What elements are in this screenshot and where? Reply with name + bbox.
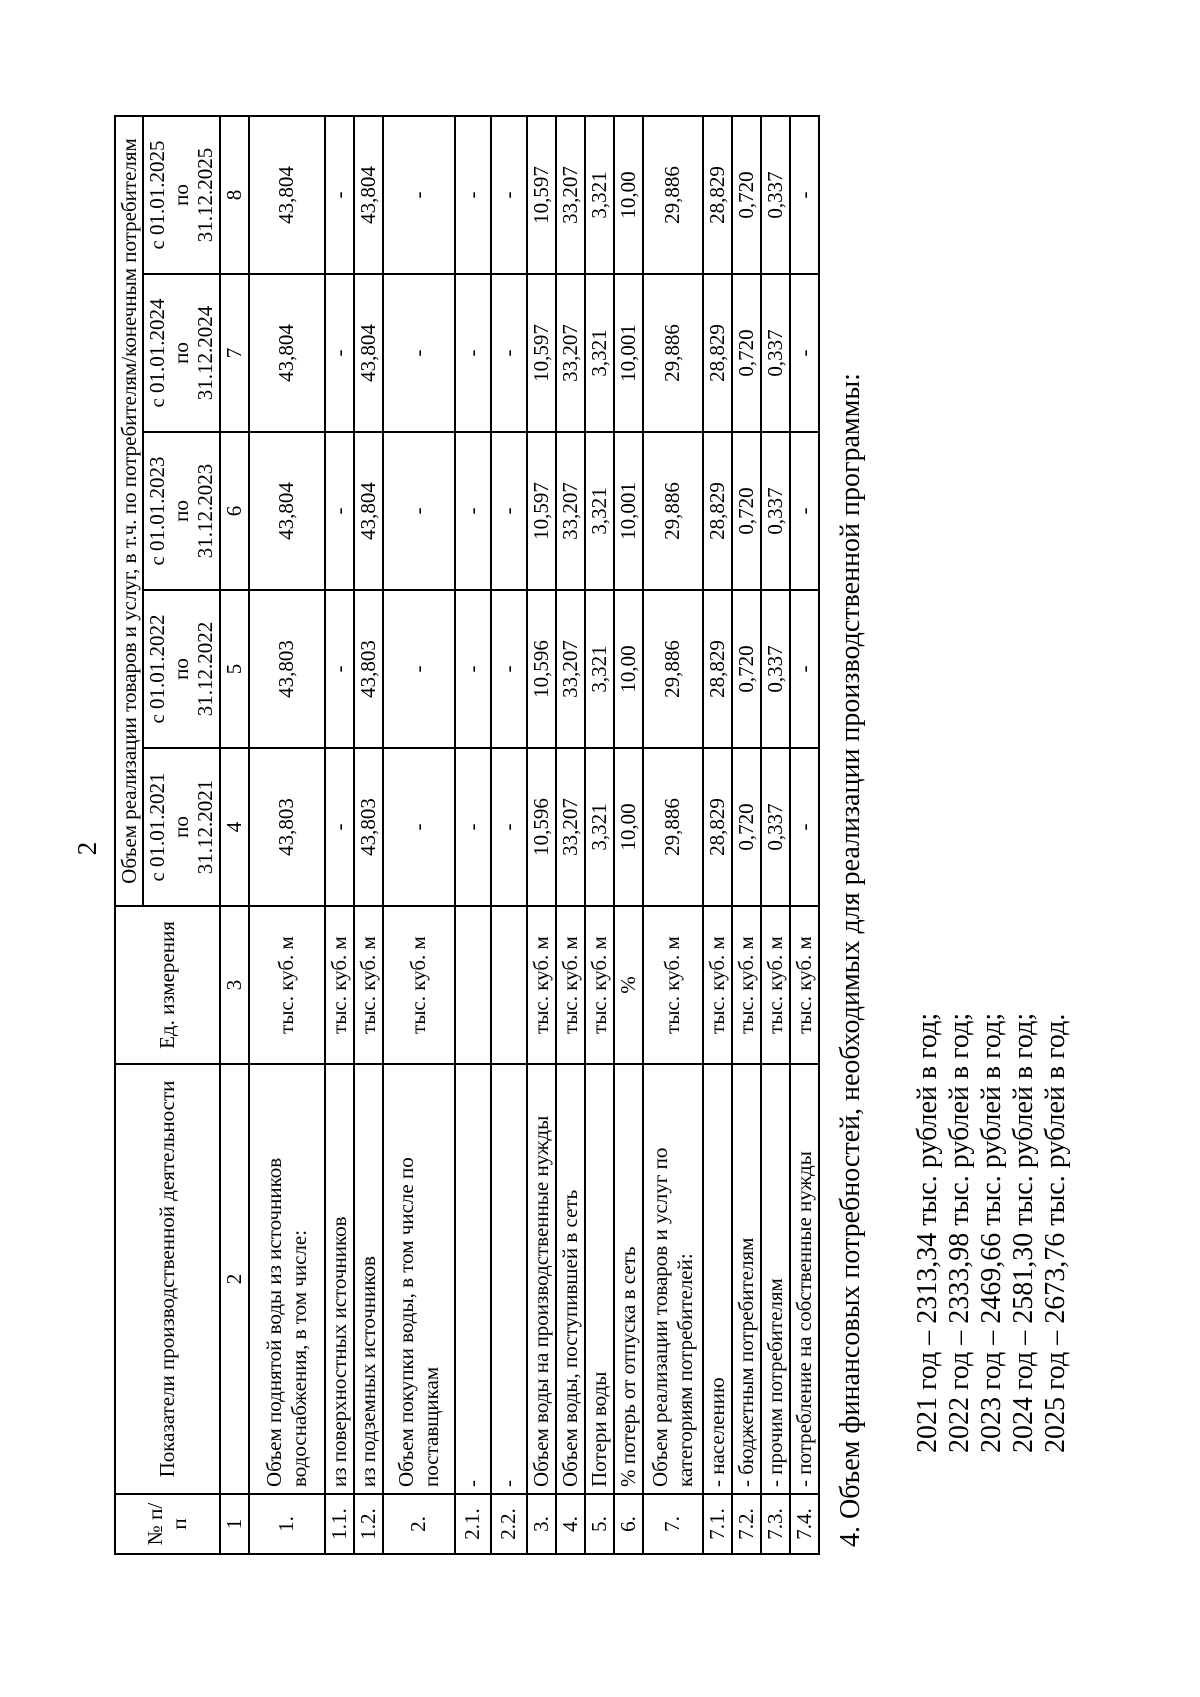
value-cell: - <box>383 432 455 590</box>
indicator-name: Объем покупки воды, в том числе по поставщикам <box>383 1064 455 1494</box>
header-period-2021: с 01.01.2021 по 31.12.2021 <box>143 748 219 906</box>
value-cell: - <box>455 116 491 274</box>
row-number: 1.1. <box>325 1494 354 1554</box>
indicator-name: Объем поднятой воды из источников водоснабжения, в том числе: <box>249 1064 325 1494</box>
column-number: 8 <box>220 116 249 274</box>
value-cell: 10,00 <box>614 590 643 748</box>
value-cell: 3,321 <box>585 432 614 590</box>
unit-cell: тыс. куб. м <box>354 906 383 1064</box>
indicator-name: Объем реализации товаров и услуг по категориям потребителей: <box>643 1064 703 1494</box>
unit-cell: тыс. куб. м <box>585 906 614 1064</box>
row-number: 3. <box>527 1494 556 1554</box>
value-cell: 0,337 <box>761 432 790 590</box>
value-cell: - <box>491 748 527 906</box>
unit-cell: тыс. куб. м <box>527 906 556 1064</box>
value-cell: - <box>325 274 354 432</box>
value-cell: 43,804 <box>354 116 383 274</box>
header-period-2025: с 01.01.2025 по 31.12.2025 <box>143 116 219 274</box>
value-cell: - <box>790 116 819 274</box>
table-row <box>614 116 643 1554</box>
value-cell: 43,803 <box>354 590 383 748</box>
value-cell: 29,886 <box>643 590 703 748</box>
indicator-name: - <box>455 1064 491 1494</box>
row-number: 7.2. <box>732 1494 761 1554</box>
value-cell: 28,829 <box>703 274 732 432</box>
column-number: 7 <box>220 274 249 432</box>
value-cell: 33,207 <box>556 590 585 748</box>
value-cell: 29,886 <box>643 748 703 906</box>
unit-cell: тыс. куб. м <box>703 906 732 1064</box>
table-row <box>732 116 761 1554</box>
value-cell: - <box>491 116 527 274</box>
value-cell: 0,720 <box>732 590 761 748</box>
value-cell: 10,596 <box>527 748 556 906</box>
column-number: 6 <box>220 432 249 590</box>
value-cell: 10,596 <box>527 590 556 748</box>
value-cell: - <box>491 590 527 748</box>
value-cell: 29,886 <box>643 432 703 590</box>
value-cell: - <box>790 590 819 748</box>
unit-cell: % <box>614 906 643 1064</box>
row-number: 7.1. <box>703 1494 732 1554</box>
value-cell: 10,001 <box>614 274 643 432</box>
header-period-2023: с 01.01.2023 по 31.12.2023 <box>143 432 219 590</box>
value-cell: 33,207 <box>556 748 585 906</box>
value-cell: - <box>491 274 527 432</box>
indicator-name: - прочим потребителям <box>761 1064 790 1494</box>
column-number: 4 <box>220 748 249 906</box>
indicator-name: - бюджетным потребителям <box>732 1064 761 1494</box>
value-cell: 0,720 <box>732 748 761 906</box>
value-cell: - <box>455 748 491 906</box>
row-number: 5. <box>585 1494 614 1554</box>
section-4-heading: 4. Объем финансовых потребностей, необходимых для реализации производственной программы: <box>835 373 866 1547</box>
value-cell: 29,886 <box>643 274 703 432</box>
value-cell: - <box>325 116 354 274</box>
unit-cell: тыс. куб. м <box>732 906 761 1064</box>
indicator-name: - <box>491 1064 527 1494</box>
value-cell: 0,720 <box>732 274 761 432</box>
value-cell: - <box>455 432 491 590</box>
value-cell: 43,804 <box>249 116 325 274</box>
column-number: 2 <box>220 1064 249 1494</box>
value-cell: - <box>790 274 819 432</box>
value-cell: - <box>325 748 354 906</box>
value-cell: 29,886 <box>643 116 703 274</box>
value-cell: 43,804 <box>354 274 383 432</box>
header-indicator: Показатели производственной деятельности <box>115 1064 220 1494</box>
indicator-name: - населению <box>703 1064 732 1494</box>
value-cell: - <box>491 432 527 590</box>
value-cell: 0,337 <box>761 748 790 906</box>
header-num: № п/п <box>115 1494 220 1554</box>
value-cell: 0,720 <box>732 432 761 590</box>
value-cell: 0,337 <box>761 590 790 748</box>
unit-cell <box>455 906 491 1064</box>
column-number: 5 <box>220 590 249 748</box>
value-cell: 3,321 <box>585 274 614 432</box>
value-cell: - <box>383 748 455 906</box>
indicator-name: Потери воды <box>585 1064 614 1494</box>
row-number: 2.2. <box>491 1494 527 1554</box>
financial-needs-item: 2022 год – 2333,98 тыс. рублей в год; <box>944 1012 975 1453</box>
row-number: 1. <box>249 1494 325 1554</box>
table-row <box>455 116 491 1554</box>
financial-needs-item: 2021 год – 2313,34 тыс. рублей в год; <box>912 1012 943 1453</box>
row-number: 2. <box>383 1494 455 1554</box>
table-row <box>325 116 354 1554</box>
row-number: 4. <box>556 1494 585 1554</box>
financial-needs-list <box>912 1013 1072 1453</box>
value-cell: - <box>325 432 354 590</box>
value-cell: - <box>790 748 819 906</box>
column-number-row <box>220 116 249 1554</box>
value-cell: 43,804 <box>249 432 325 590</box>
row-number: 1.2. <box>354 1494 383 1554</box>
table-row <box>556 116 585 1554</box>
value-cell: 3,321 <box>585 590 614 748</box>
table-row <box>790 116 819 1554</box>
value-cell: - <box>383 116 455 274</box>
row-number: 7.3. <box>761 1494 790 1554</box>
value-cell: - <box>383 590 455 748</box>
value-cell: 10,597 <box>527 432 556 590</box>
value-cell: - <box>790 432 819 590</box>
value-cell: 10,00 <box>614 116 643 274</box>
indicator-name: из подземных источников <box>354 1064 383 1494</box>
column-number: 3 <box>220 906 249 1064</box>
header-sales-volume: Объем реализации товаров и услуг, в т.ч. по потребителям/конечным потребителям <box>115 116 143 906</box>
value-cell: 28,829 <box>703 590 732 748</box>
value-cell: 43,803 <box>249 748 325 906</box>
value-cell: 10,001 <box>614 432 643 590</box>
row-number: 2.1. <box>455 1494 491 1554</box>
value-cell: 10,597 <box>527 116 556 274</box>
table-row <box>643 116 703 1554</box>
value-cell: 43,803 <box>249 590 325 748</box>
table-row <box>354 116 383 1554</box>
header-period-2024: с 01.01.2024 по 31.12.2024 <box>143 274 219 432</box>
table-row <box>585 116 614 1554</box>
value-cell: 10,00 <box>614 748 643 906</box>
value-cell: 28,829 <box>703 116 732 274</box>
value-cell: 28,829 <box>703 748 732 906</box>
unit-cell: тыс. куб. м <box>325 906 354 1064</box>
unit-cell: тыс. куб. м <box>790 906 819 1064</box>
unit-cell: тыс. куб. м <box>249 906 325 1064</box>
value-cell: 0,337 <box>761 274 790 432</box>
value-cell: - <box>383 274 455 432</box>
page-number: 2 <box>72 841 102 856</box>
value-cell: 43,804 <box>354 432 383 590</box>
indicator-name: из поверхностных источников <box>325 1064 354 1494</box>
column-number: 1 <box>220 1494 249 1554</box>
indicator-name: % потерь от отпуска в сеть <box>614 1064 643 1494</box>
table-row <box>761 116 790 1554</box>
table-row <box>249 116 325 1554</box>
table-row <box>703 116 732 1554</box>
header-row-1 <box>115 116 143 1554</box>
table-header <box>115 116 249 1554</box>
unit-cell: тыс. куб. м <box>383 906 455 1064</box>
financial-needs-item: 2023 год – 2469,66 тыс. рублей в год; <box>976 1012 1007 1453</box>
value-cell: 43,803 <box>354 748 383 906</box>
indicator-name: - потребление на собственные нужды <box>790 1064 819 1494</box>
indicator-name: Объем воды на производственные нужды <box>527 1064 556 1494</box>
unit-cell: тыс. куб. м <box>643 906 703 1064</box>
value-cell: 3,321 <box>585 748 614 906</box>
table-row <box>527 116 556 1554</box>
value-cell: 33,207 <box>556 116 585 274</box>
value-cell: 33,207 <box>556 274 585 432</box>
row-number: 7.4. <box>790 1494 819 1554</box>
production-indicators-table <box>114 115 820 1555</box>
value-cell: 33,207 <box>556 432 585 590</box>
header-period-2022: с 01.01.2022 по 31.12.2022 <box>143 590 219 748</box>
value-cell: 0,720 <box>732 116 761 274</box>
value-cell: 28,829 <box>703 432 732 590</box>
value-cell: - <box>325 590 354 748</box>
financial-needs-item: 2025 год – 2673,76 тыс. рублей в год. <box>1040 1013 1071 1453</box>
value-cell: 3,321 <box>585 116 614 274</box>
indicator-name: Объем воды, поступившей в сеть <box>556 1064 585 1494</box>
table-row <box>491 116 527 1554</box>
unit-cell: тыс. куб. м <box>761 906 790 1064</box>
table-body <box>249 116 819 1554</box>
value-cell: 10,597 <box>527 274 556 432</box>
header-unit: Ед. измерения <box>115 906 220 1064</box>
unit-cell <box>491 906 527 1064</box>
row-number: 6. <box>614 1494 643 1554</box>
financial-needs-item: 2024 год – 2581,30 тыс. рублей в год; <box>1008 1012 1039 1453</box>
unit-cell: тыс. куб. м <box>556 906 585 1064</box>
value-cell: - <box>455 274 491 432</box>
table-row <box>383 116 455 1554</box>
value-cell: - <box>455 590 491 748</box>
value-cell: 43,804 <box>249 274 325 432</box>
value-cell: 0,337 <box>761 116 790 274</box>
row-number: 7. <box>643 1494 703 1554</box>
